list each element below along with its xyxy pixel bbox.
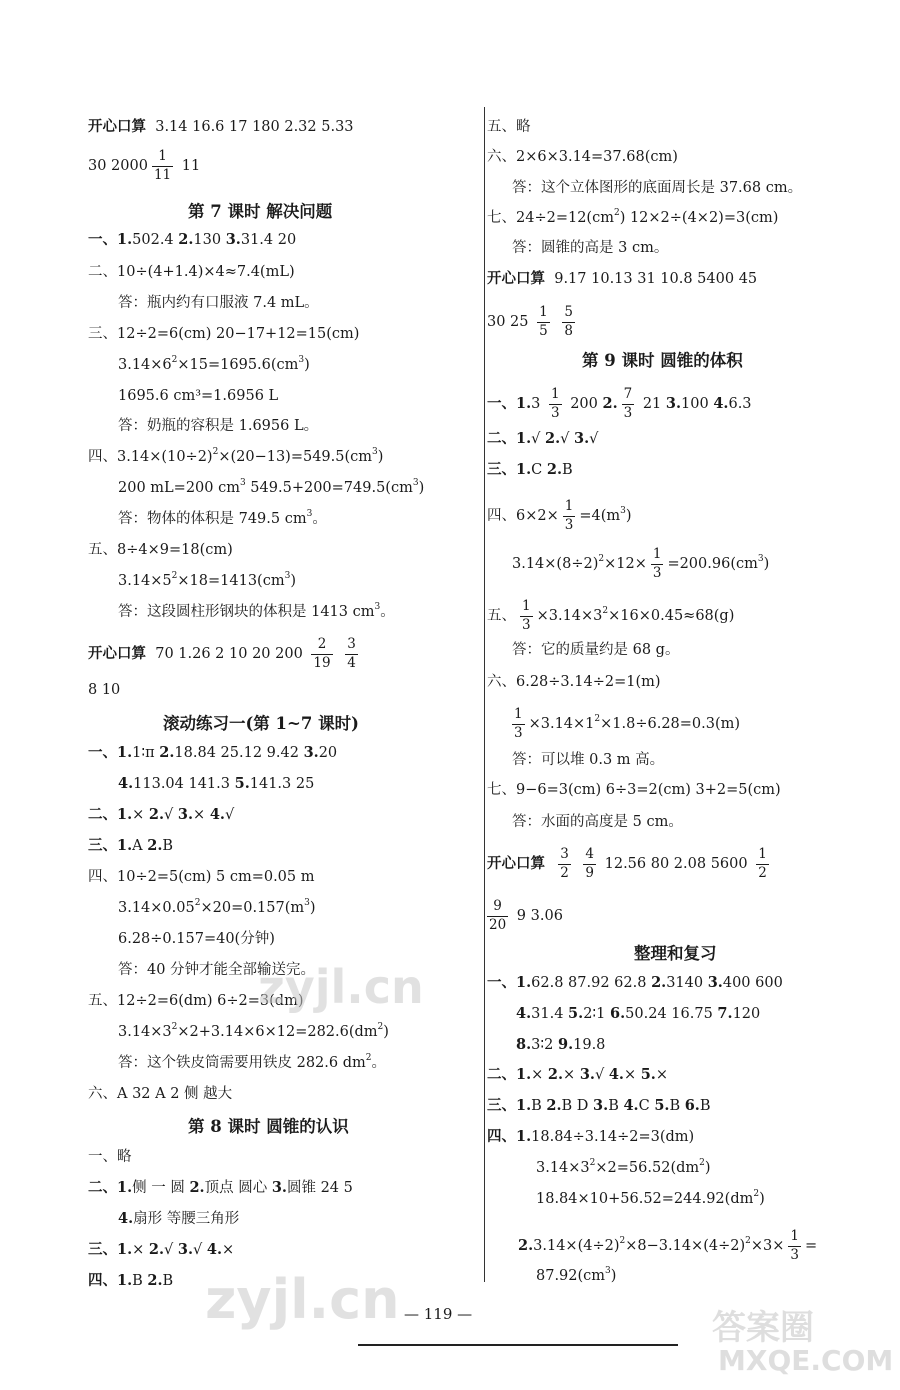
section-title-lesson-7: 第 7 课时 解决问题 <box>188 202 333 221</box>
review-q4: 四、10÷2=5(cm) 5 cm=0.05 m <box>88 869 315 885</box>
answer-q2: 二、10÷(4+1.4)×4≈7.4(mL) <box>88 264 295 280</box>
answer-q4-step: 200 mL=200 $cm^3$ $549.5+200=749.5(cm^3)$ <box>118 478 425 496</box>
answer-q5-step: $3.14\times 5^2\times 18=1413(cm^3)$ <box>118 571 296 589</box>
review-q2: 二、1.× 2.√ 3.× 4.√ <box>88 806 235 823</box>
lesson9-q2: 二、1.√ 2.√ 3.√ <box>487 430 599 447</box>
lesson9-q3: 三、1.C 2.B <box>487 461 573 478</box>
mental-math-right-2: 30 25 $\frac{1}{5}$ $\frac{5}{8}$ <box>487 304 573 339</box>
lesson9-q6: 六、6.28÷3.14÷2=1(m) <box>487 674 661 690</box>
lesson9-q5: 五、 $\frac{1}{3}$ $\times 3.14\times 3^2\times 16\times 0.45\approx 68(g)$ <box>487 598 735 633</box>
lesson9-q6-reply: 答：可以堆 0.3 m 高。 <box>512 752 665 768</box>
bottom-rule <box>358 1344 678 1346</box>
answer-7: 七、$24\div 2=12(cm^2)$ 12×2÷(4×2)=3(cm) <box>487 208 779 226</box>
answer-q3-convert: 1695.6 cm³=1.6956 L <box>118 388 279 404</box>
review-right-q4-result: $87.92(cm^3)$ <box>536 1266 617 1284</box>
lesson8-q3: 三、1.× 2.√ 3.√ 4.× <box>88 1241 235 1258</box>
lesson9-q4: 四、6×2× $\frac{1}{3}$ $=4(m^3)$ <box>487 498 632 533</box>
review-q3: 三、1.A 2.B <box>88 837 174 854</box>
review-right-q3: 三、1.B 2.B D 3.B 4.C 5.B 6.B <box>487 1097 711 1114</box>
page-number: — 119 — <box>404 1305 473 1323</box>
mental-math-line-4: 8 10 <box>88 682 121 698</box>
watermark-text: zyjl.cn <box>258 960 424 1014</box>
column-divider <box>484 107 485 1282</box>
review-right-q1-cont: 4.31.4 5.2∶1 6.50.24 16.75 7.120 <box>516 1005 761 1022</box>
review-right-q4-step2: $18.84\times 10+56.52=244.92(dm^2)$ <box>536 1189 765 1207</box>
answer-q5: 五、8÷4×9=18(cm) <box>88 542 233 558</box>
answer-q3-step: $3.14\times 6^2\times 15=1695.6(cm^3)$ <box>118 355 310 373</box>
mental-math-line-3: 开心口算 70 1.26 2 10 20 200 $\frac{2}{19}$ $\frac{3}{4}$ <box>88 636 356 671</box>
review-q4-step2: 6.28÷0.157=40(分钟) <box>118 931 275 947</box>
review-right-q1: 一、1.62.8 87.92 62.8 2.3140 3.400 600 <box>487 974 783 991</box>
review-q5-step: $3.14\times 3^2\times 2+3.14\times 6\times 12=282.6(dm^2)$ <box>118 1022 389 1040</box>
answer-6-reply: 答：这个立体图形的底面周长是 37.68 cm。 <box>512 180 803 196</box>
review-q4-reply: 答：40 分钟才能全部输送完。 <box>118 962 316 978</box>
review-q1-cont: 4.113.04 141.3 5.141.3 25 <box>118 775 315 792</box>
lesson8-q2: 二、1.侧 一 圆 2.顶点 圆心 3.圆锥 24 5 <box>88 1179 353 1196</box>
answer-q4-reply: 答：物体的体积是 749.5 $cm^3$。 <box>118 509 327 527</box>
answer-q5-reply: 答：这段圆柱形钢块的体积是 1413 $cm^3$。 <box>118 602 395 620</box>
review-right-q4-part2: $2.3.14\times(4\div 2)^2\times 8-3.14\times(4\div 2)^2\times 3\times$ $\frac{1}{3}$ = <box>518 1228 818 1263</box>
answer-6: 六、2×6×3.14=37.68(cm) <box>487 149 678 165</box>
mental-math-right-3: 开心口算 $\frac{3}{2}$ $\frac{4}{9}$ 12.56 80 2.08 5600 $\frac{1}{2}$ <box>487 846 767 881</box>
answer-7-reply: 答：圆锥的高是 3 cm。 <box>512 240 669 256</box>
section-title-review-1: 滚动练习一(第 1~7 课时) <box>163 714 359 733</box>
review-right-q4: 四、1.18.84÷3.14÷2=3(dm) <box>487 1128 695 1145</box>
review-q5: 五、12÷2=6(dm) 6÷2=3(dm) <box>88 993 304 1009</box>
answer-q2-reply: 答：瓶内约有口服液 7.4 mL。 <box>118 295 319 311</box>
review-q1: 一、1.1∶π 2.18.84 25.12 9.42 3.20 <box>88 744 338 761</box>
review-right-q2: 二、1.× 2.× 3.√ 4.× 5.× <box>487 1066 669 1083</box>
mental-math-right-1: 开心口算 9.17 10.13 31 10.8 5400 45 <box>487 270 758 287</box>
watermark-logo: 答案圈 <box>712 1308 814 1348</box>
lesson9-q4-step: $3.14\times(8\div 2)^2\times 12\times$ $\frac{1}{3}$ $=200.96(cm^3)$ <box>512 546 770 581</box>
watermark-text: zyjl.cn <box>205 1268 400 1331</box>
section-title-review: 整理和复习 <box>634 944 717 963</box>
answer-q1: 一、1.502.4 2.130 3.31.4 20 <box>88 231 297 248</box>
lesson9-q1: 一、1.3 $\frac{1}{3}$ 200 2. $\frac{7}{3}$ 21 3.100 4.6.3 <box>487 386 752 421</box>
review-right-q1-cont2: 8.3∶2 9.19.8 <box>516 1036 606 1053</box>
section-title-lesson-8: 第 8 课时 圆锥的认识 <box>188 1117 349 1136</box>
watermark-url: MXQE.COM <box>718 1344 894 1377</box>
section-title-lesson-9: 第 9 课时 圆锥的体积 <box>582 351 743 370</box>
review-right-q4-step: $3.14\times 3^2\times 2=56.52(dm^2)$ <box>536 1158 711 1176</box>
answer-q3-reply: 答：奶瓶的容积是 1.6956 L。 <box>118 418 319 434</box>
lesson9-q5-reply: 答：它的质量约是 68 g。 <box>512 642 680 658</box>
lesson8-q2-cont: 4.扇形 等腰三角形 <box>118 1210 240 1227</box>
answer-q3: 三、12÷2=6(cm) 20−17+12=15(cm) <box>88 326 360 342</box>
answer-q4: 四、$3.14\times(10\div 2)^2\times(20-13)=549.5(cm^3)$ <box>88 447 384 465</box>
review-q4-step: $3.14\times 0.05^2\times 20=0.157(m^3)$ <box>118 898 316 916</box>
lesson8-q1: 一、略 <box>88 1149 132 1165</box>
mental-math-right-4: $\frac{9}{20}$ 9 3.06 <box>489 898 563 933</box>
answer-5: 五、略 <box>487 119 531 135</box>
review-q6: 六、A 32 A 2 侧 越大 <box>88 1086 233 1102</box>
lesson9-q7-reply: 答：水面的高度是 5 cm。 <box>512 814 683 830</box>
lesson8-q4: 四、1.B 2.B <box>88 1272 174 1289</box>
review-q5-reply: 答：这个铁皮筒需要用铁皮 282.6 $dm^2$。 <box>118 1053 386 1071</box>
lesson9-q6-step: $\frac{1}{3}$ $\times 3.14\times 1^2\times 1.8\div 6.28=0.3(m)$ <box>514 706 741 741</box>
lesson9-q7: 七、9−6=3(cm) 6÷3=2(cm) 3+2=5(cm) <box>487 782 781 798</box>
mental-math-line-2: 30 2000 $\frac{1}{11}$ 11 <box>88 148 201 183</box>
mental-math-line-1: 开心口算 3.14 16.6 17 180 2.32 5.33 <box>88 118 354 135</box>
